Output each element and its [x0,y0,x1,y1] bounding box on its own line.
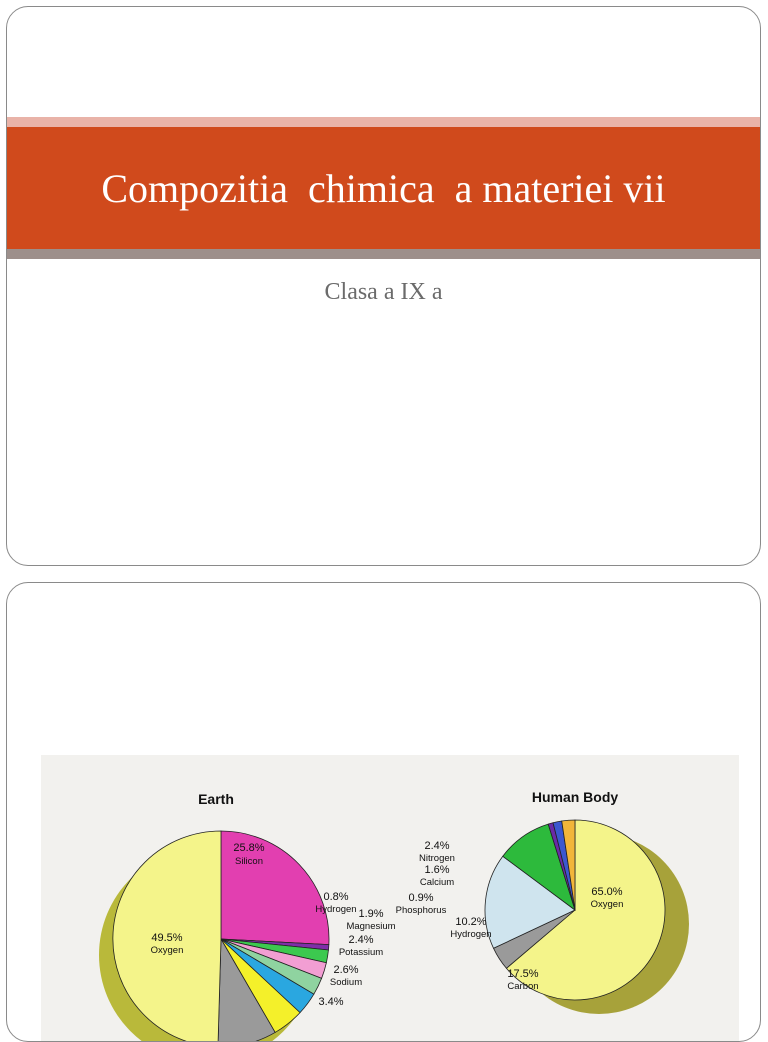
chart-slide [6,582,761,1042]
title-band-bottom-stripe [7,249,760,259]
slice-value-label: 65.0% [591,886,623,898]
title-band-top-stripe [7,117,760,127]
earth-chart-title: Earth [198,791,234,807]
slide-subtitle: Clasa a IX a [324,279,443,305]
slice-name-label: Hydrogen [315,904,357,915]
slice-value-label: 10.2% [455,916,487,928]
slice-name-label: Sodium [329,977,363,988]
slice-value-label: 2.4% [348,934,374,946]
slice-value-label: 17.5% [507,968,539,980]
slice-name-label: Calcium [419,877,455,888]
slide-title: Compozitia chimica a materiei vii [101,165,666,211]
slice-name-label: Silicon [235,856,263,867]
pie-charts [41,755,739,1042]
human-chart-title: Human Body [531,789,619,805]
slice-name-label: Oxygen [590,899,624,910]
title-slide [6,6,761,566]
slice-value-label: 25.8% [233,842,265,854]
title-band [7,127,760,249]
slice-value-label: 0.9% [408,892,434,904]
slice-value-label: 0.8% [323,891,349,903]
slice-value-label: 3.4% [318,996,344,1008]
slice-name-label: Phosphorus [395,905,447,916]
slice-name-label: Magnesium [346,921,396,932]
slice-name-label: Potassium [338,947,384,958]
composition-figure [41,755,739,1042]
slice-value-label: 1.9% [358,908,384,920]
slice-name-label: Hydrogen [450,929,492,940]
slice-value-label: 1.6% [424,864,450,876]
slice-name-label: Nitrogen [419,853,455,864]
slice-value-label: 49.5% [151,932,183,944]
slice-value-label: 2.4% [424,840,450,852]
slice-name-label: Carbon [507,981,539,992]
slice-name-label: Oxygen [150,945,184,956]
slice-value-label: 2.6% [333,964,359,976]
